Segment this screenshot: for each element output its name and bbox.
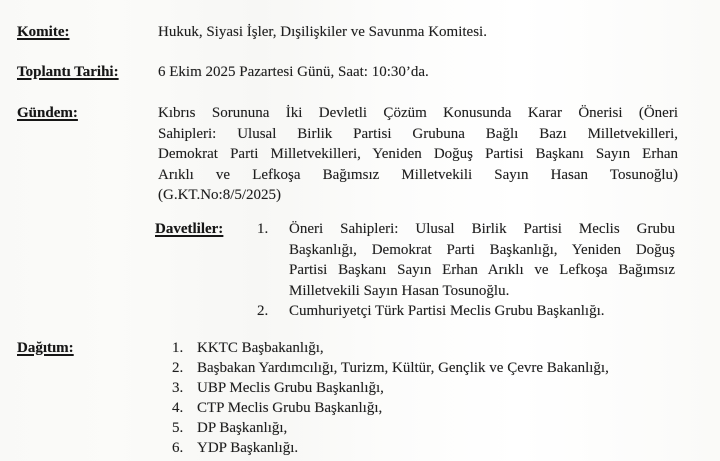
dagitim-item-text: UBP Meclis Grubu Başkanlığı, xyxy=(197,380,384,396)
dagitim-item-number: 5. xyxy=(172,420,184,436)
dagitim-item-text: CTP Meclis Grubu Başkanlığı, xyxy=(197,400,383,416)
toplanti-tarihi-value: 6 Ekim 2025 Pazartesi Günü, Saat: 10:30’da. xyxy=(158,64,429,80)
dagitim-item-text: KKTC Başbakanlığı, xyxy=(197,340,324,356)
davetliler-line: Milletvekili Sayın Hasan Tosunoğlu. xyxy=(289,282,510,299)
davetliler-line: Başkanlığı, Demokrat Parti Başkanlığı, Yeniden Doğuş xyxy=(289,241,675,258)
gundem-line: Demokrat Parti Milletvekilleri, Yeniden Doğuş Partisi Başkanı Sayın Erhan xyxy=(158,146,678,162)
toplanti-tarihi-label: Toplantı Tarihi: xyxy=(17,64,119,80)
dagitim-item-text: YDP Başkanlığı. xyxy=(197,440,299,456)
dagitim-item-text: DP Başkanlığı, xyxy=(197,420,288,436)
gundem-line: Kıbrıs Sorununa İki Devletli Çözüm Konusunda Karar Önerisi (Öneri xyxy=(158,105,678,121)
dagitim-item xyxy=(172,438,609,458)
davetliler-item-1-text xyxy=(289,219,675,301)
komite-label: Komite: xyxy=(17,24,70,40)
komite-value: Hukuk, Siyasi İşler, Dışilişkiler ve Savunma Komitesi. xyxy=(158,24,487,40)
dagitim-item xyxy=(172,418,609,438)
dagitim-item-number: 2. xyxy=(172,360,184,376)
dagitim-label: Dağıtım: xyxy=(17,340,74,356)
davetliler-line: Öneri Sahipleri: Ulusal Birlik Partisi Meclis Grubu xyxy=(289,221,675,237)
davetliler-item-2-number: 2. xyxy=(257,303,269,319)
dagitim-item-text: Başbakan Yardımcılığı, Turizm, Kültür, Gençlik ve Çevre Bakanlığı, xyxy=(197,360,609,376)
gundem-line: Arıklı ve Lefkoşa Bağımsız Milletvekili Sayın Hasan Tosunoğlu) xyxy=(158,166,678,183)
dagitim-item-number: 4. xyxy=(172,400,184,416)
dagitim-item xyxy=(172,398,609,418)
davetliler-item-1-number: 1. xyxy=(257,221,269,237)
dagitim-item xyxy=(172,358,609,378)
davetliler-line: Partisi Başkanı Sayın Erhan Arıklı ve Lefkoşa Bağımsız xyxy=(289,262,675,278)
gundem-line: Sahipleri: Ulusal Birlik Partisi Grubuna Bağlı Bazı Milletvekilleri, xyxy=(158,125,678,142)
gundem-label: Gündem: xyxy=(17,105,78,121)
davetliler-item-2-text xyxy=(289,301,675,322)
dagitim-item-number: 1. xyxy=(172,340,184,356)
gundem-line: (G.KT.No:8/5/2025) xyxy=(158,187,282,203)
dagitim-item-number: 6. xyxy=(172,440,184,456)
dagitim-item-number: 3. xyxy=(172,380,184,396)
gundem-paragraph xyxy=(158,103,678,206)
dagitim-item xyxy=(172,378,609,398)
davetliler-label: Davetliler: xyxy=(155,221,224,237)
davetliler-line: Cumhuriyetçi Türk Partisi Meclis Grubu Başkanlığı. xyxy=(289,303,605,319)
dagitim-list xyxy=(172,338,609,458)
dagitim-item xyxy=(172,338,609,358)
